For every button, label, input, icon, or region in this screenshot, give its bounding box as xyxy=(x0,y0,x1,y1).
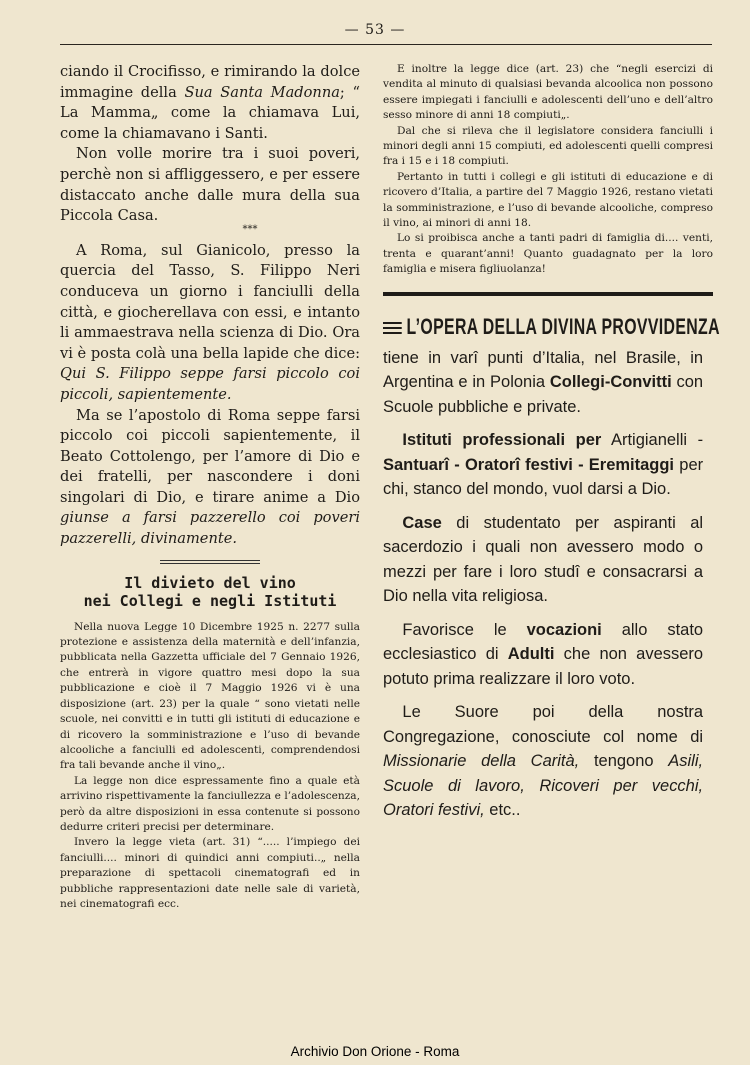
bold-run: Case xyxy=(402,512,442,532)
italic-run: Sua Santa Madonna xyxy=(184,83,340,101)
paragraph-crocifisso xyxy=(60,62,360,144)
text-run: ciando il Crocifisso, e rimirando la dolce immagine della xyxy=(60,63,360,101)
paragraph-gianicolo xyxy=(60,241,360,406)
text-run: Nella nuova Legge 10 Dicembre 1925 n. 2277 sulla protezione e assistenza della maternità e dell’infanzia, pubblicata nella Gazzetta ufficiale del 7 Gennaio 1926, che entrerà in vigore quattro mesi dopo la sua pubblicazione e cioè il 7 Maggio 1926 vi è una disposizione (art. 23) per la quale “ sono vietati nelle scuole, nei convitti e in tutti gli istituti di educazione e di ricovero la somministrazione e l’uso di bevande alcooliche a fanciulli ed adolescenti, comprendendosi fra tali bevande anche il vino„. xyxy=(60,620,360,772)
text-wrap xyxy=(60,406,360,550)
thick-rule xyxy=(383,292,713,296)
italic-run: Asili, Scuole di lavoro, Ricoveri per vecchi, Oratori festivi, xyxy=(383,751,704,820)
text-run: etc.. xyxy=(484,800,521,820)
archive-footer: Archivio Don Orione - Roma xyxy=(290,1044,460,1059)
text-run: Invero la legge vieta (art. 31) “..... l’impiego dei fanciulli.... minori di quindici anni compiuti..„ nella preparazione di spettacoli cinematografi ed in pubbliche rappresentazioni date nelle sale di varietà, nei cinematografi ecc. xyxy=(60,836,360,910)
text-run: tiene in varî punti d’Italia, nel Brasile, in Argentina e in Polonia xyxy=(383,347,704,392)
section-title xyxy=(60,574,360,610)
opera-paragraph-vocazioni xyxy=(383,618,703,692)
stars-separator: *** xyxy=(242,223,258,235)
opera-paragraph-istituti xyxy=(383,428,703,502)
opera-title xyxy=(383,313,720,340)
paragraph-art31 xyxy=(60,835,360,912)
text-run: allo stato ecclesiastico di xyxy=(383,619,704,664)
text-run: Dal che si rileva che il legislatore considera fanciulli i minori degli anni 15 compiuti, ed adolescenti quelli compresi fra i 15 e i 18 compiuti. xyxy=(383,124,713,168)
paragraph-padri xyxy=(383,231,713,277)
bold-run: vocazioni xyxy=(526,619,602,639)
opera-title-text: L’OPERA DELLA DIVINA PROVVIDENZA xyxy=(406,313,720,339)
triple-bar-icon xyxy=(383,319,402,337)
page-number: — 53 — xyxy=(344,22,406,38)
text-run: E inoltre la legge dice (art. 23) che “negli esercizi di vendita al minuto di qualsiasi bevanda alcoolica non possono essere impiegati i fanciulli e adolescenti dell’uno e dell’altro sesso minore di anni 18 compiuti„. xyxy=(383,63,713,122)
short-double-rule xyxy=(160,560,260,564)
text-run: Le Suore poi della nostra Congregazione, conosciute col nome di xyxy=(383,702,704,746)
section-title-line-2: nei Collegi e negli Istituti xyxy=(83,591,337,610)
text-run: ; “ La Mamma„ come la chiamava Lui, come la chiamavano i Santi. xyxy=(60,83,360,142)
text-wrap xyxy=(60,241,360,406)
bold-run: Santuarî - Oratorî festivi - Eremitaggi xyxy=(383,454,675,474)
italic-run: Qui S. Filippo seppe farsi piccolo coi piccoli, sapientemente. xyxy=(60,365,360,403)
paragraph-eta xyxy=(60,774,360,836)
text-run: per chi, stanco del mondo, vuol darsi a Dio. xyxy=(383,454,704,499)
right-column xyxy=(383,62,720,832)
left-column xyxy=(60,62,360,912)
bold-run: Istituti professionali per xyxy=(402,430,602,450)
text-run: La legge non dice espressamente fino a quale età arrivino rispettivamente la fanciullezza e l’adolescenza, però da altre disposizioni in essa contenute si possono dedurre criteri precisi per determinare. xyxy=(60,774,360,833)
italic-run: giunse a farsi pazzerello coi poveri pazzerelli, divinamente. xyxy=(60,509,360,548)
italic-run: Missionarie della Carità, xyxy=(383,751,580,771)
opera-paragraph-collegi xyxy=(383,346,703,420)
text-run: Artigianelli - xyxy=(601,430,704,450)
paragraph-pertanto xyxy=(383,170,713,232)
paragraph-legge xyxy=(60,620,360,774)
text-run: A Roma, sul Gianicolo, presso la quercia del Tasso, S. Filippo Neri conduceva un giorno i fanciulli della città, e giocherellava con essi, e intanto li ammaestrava nella scienza di Dio. Ora vi è posta colà una bella lapide che dice: xyxy=(60,241,360,362)
bold-run: Collegi-Convitti xyxy=(549,372,672,392)
paragraph-art23 xyxy=(383,62,713,124)
paragraph-legislatore xyxy=(383,124,713,170)
section-title-line-1: Il divieto del vino xyxy=(124,573,296,592)
paragraph-cottolengo xyxy=(60,406,360,550)
opera-body xyxy=(383,346,703,823)
header-rule xyxy=(60,44,712,45)
text-run: Ma se l’apostolo di Roma seppe farsi piccolo coi piccoli sapientemente, il Beato Cottolengo, per l’amore di Dio e dei fratelli, per nascondere i doni singolari di Dio, e tirare anime a Dio xyxy=(60,406,360,506)
text-run: con Scuole pubbliche e private. xyxy=(383,372,704,416)
text-run: Favorisce le xyxy=(402,619,527,639)
paragraph-poveri xyxy=(60,144,360,226)
text-run: Pertanto in tutti i collegi e gli istituti di educazione e di ricovero d’Italia, a partire del 7 Maggio 1926, restano vietati la somministrazione, e l’uso di bevande alcooliche, compreso il vino, ai minori di anni 18. xyxy=(383,170,713,230)
text-run: di studentato per aspiranti al sacerdozio i quali non avessero modo o mezzi per fare i loro studî e consacrarsi a Dio nella vita religiosa. xyxy=(383,512,704,606)
opera-paragraph-case xyxy=(383,511,703,609)
text-run: Lo si proibisca anche a tanti padri di famiglia di.... venti, trenta e quarant’anni! Quanto guadagnato per la loro famiglia e misera figliuolanza! xyxy=(383,232,713,276)
text-run: tengono xyxy=(579,751,669,771)
text-run: che non avessero potuto prima realizzare il loro voto. xyxy=(383,644,704,688)
bold-run: Adulti xyxy=(507,644,555,664)
opera-paragraph-suore xyxy=(383,700,703,823)
text-run: Non volle morire tra i suoi poveri, perchè non si affliggessero, e per essere distaccato anche dalle mura della sua Piccola Casa. xyxy=(60,145,360,225)
